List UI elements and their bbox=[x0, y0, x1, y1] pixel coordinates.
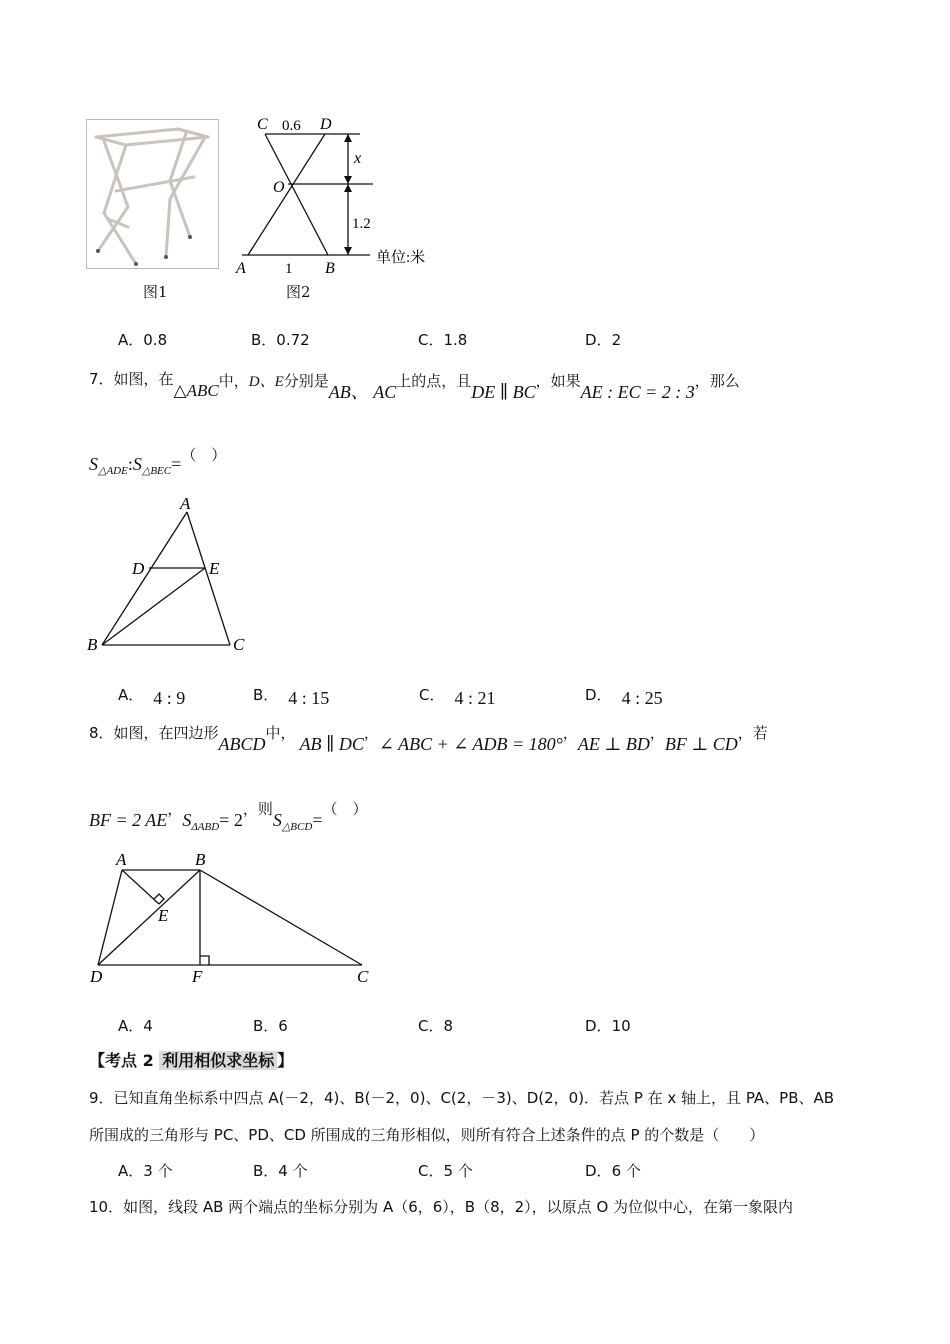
q8-fig-D: D bbox=[90, 967, 103, 986]
fig2-label-x: x bbox=[354, 150, 362, 167]
q7-fig-E: E bbox=[209, 559, 220, 578]
q7-option-d[interactable]: D． 4 : 25 bbox=[585, 686, 663, 708]
q8-fig-B: B bbox=[195, 850, 206, 869]
q7-stem-line1: 7．如图，在△ABC中，D、E分别是AB、 AC上的点，且DE ∥ BC，如果AE : EC = 2 : 3，那么 bbox=[89, 370, 740, 402]
fig2-label-A: A bbox=[236, 260, 246, 277]
q8-stem-line1: 8．如图，在四边形ABCD中，AB ∥ DC，∠ ABC + ∠ ADB = 180°，AE ⊥ BD，BF ⊥ CD，若 bbox=[89, 724, 768, 754]
q9-option-b[interactable]: B．4 个 bbox=[253, 1162, 308, 1180]
figure-2-label: 图2 bbox=[286, 283, 311, 301]
section-heading: 【考点 2 利用相似求坐标 】 bbox=[89, 1051, 294, 1070]
q7-triangle-svg bbox=[82, 492, 252, 657]
q8-option-a[interactable]: A．4 bbox=[118, 1017, 153, 1035]
q8-figure bbox=[82, 846, 382, 991]
figure-2-diagram bbox=[230, 110, 450, 280]
figure-1-label: 图1 bbox=[143, 283, 168, 301]
fig2-unit: 单位:米 bbox=[376, 250, 426, 266]
q8-quadrilateral-svg bbox=[82, 846, 382, 991]
q8-fig-F: F bbox=[192, 967, 203, 986]
figure-2-svg bbox=[230, 110, 450, 280]
q10-stem-line1: 10．如图，线段 AB 两个端点的坐标分别为 A（6，6），B（8，2），以原点 O 为位似中心，在第一象限内 bbox=[89, 1198, 794, 1216]
section-title: 利用相似求坐标 bbox=[159, 1051, 277, 1070]
fig2-label-height: 1.2 bbox=[352, 216, 371, 232]
fig2-label-top-length: 0.6 bbox=[282, 118, 301, 134]
q8-option-c[interactable]: C．8 bbox=[418, 1017, 454, 1035]
fig2-label-O: O bbox=[273, 179, 285, 196]
q6-option-b[interactable]: B．0.72 bbox=[251, 331, 310, 349]
q8-fig-E: E bbox=[158, 906, 169, 925]
q9-option-c[interactable]: C．5 个 bbox=[418, 1162, 473, 1180]
q8-fig-A: A bbox=[116, 850, 127, 869]
q7-fig-B: B bbox=[87, 635, 98, 654]
fig2-label-C: C bbox=[257, 116, 268, 133]
q9-stem-line1: 9．已知直角坐标系中四点 A(－2，4)、B(－2，0)、C(2，－3)、D(2，0)．若点 P 在 x 轴上，且 PA、PB、AB bbox=[89, 1089, 835, 1107]
q9-stem-line2: 所围成的三角形与 PC、PD、CD 所围成的三角形相似，则所有符合上述条件的点 P 的个数是（ ） bbox=[89, 1126, 765, 1144]
q9-option-d[interactable]: D．6 个 bbox=[585, 1162, 641, 1180]
q7-fig-C: C bbox=[233, 635, 245, 654]
q7-fig-D: D bbox=[132, 559, 145, 578]
q6-option-c[interactable]: C．1.8 bbox=[418, 331, 468, 349]
q7-fig-A: A bbox=[180, 494, 191, 513]
q6-option-d[interactable]: D．2 bbox=[585, 331, 622, 349]
q8-option-b[interactable]: B．6 bbox=[253, 1017, 288, 1035]
q7-option-a[interactable]: A． 4 : 9 bbox=[118, 686, 186, 708]
drying-rack-illustration bbox=[86, 119, 219, 269]
q7-stem-line2: $S_{\triangle ADE}:S_{\triangle BEC}=$（ ） bbox=[89, 446, 227, 477]
q7-figure bbox=[82, 492, 252, 657]
fig2-label-base: 1 bbox=[285, 261, 293, 277]
q8-stem-line2: BF = 2 AE，$S_{\Delta ABD}= 2$，则$S_{\triangle BCD}=$（ ） bbox=[89, 800, 368, 833]
figure-1-photo bbox=[86, 119, 219, 269]
fig2-label-B: B bbox=[325, 260, 335, 277]
q7-option-c[interactable]: C． 4 : 21 bbox=[419, 686, 496, 708]
fig2-label-D: D bbox=[320, 116, 332, 133]
q7-option-b[interactable]: B． 4 : 15 bbox=[253, 686, 330, 708]
q6-option-a[interactable]: A．0.8 bbox=[118, 331, 168, 349]
q8-fig-C: C bbox=[357, 967, 369, 986]
q9-option-a[interactable]: A．3 个 bbox=[118, 1162, 173, 1180]
q8-option-d[interactable]: D．10 bbox=[585, 1017, 631, 1035]
